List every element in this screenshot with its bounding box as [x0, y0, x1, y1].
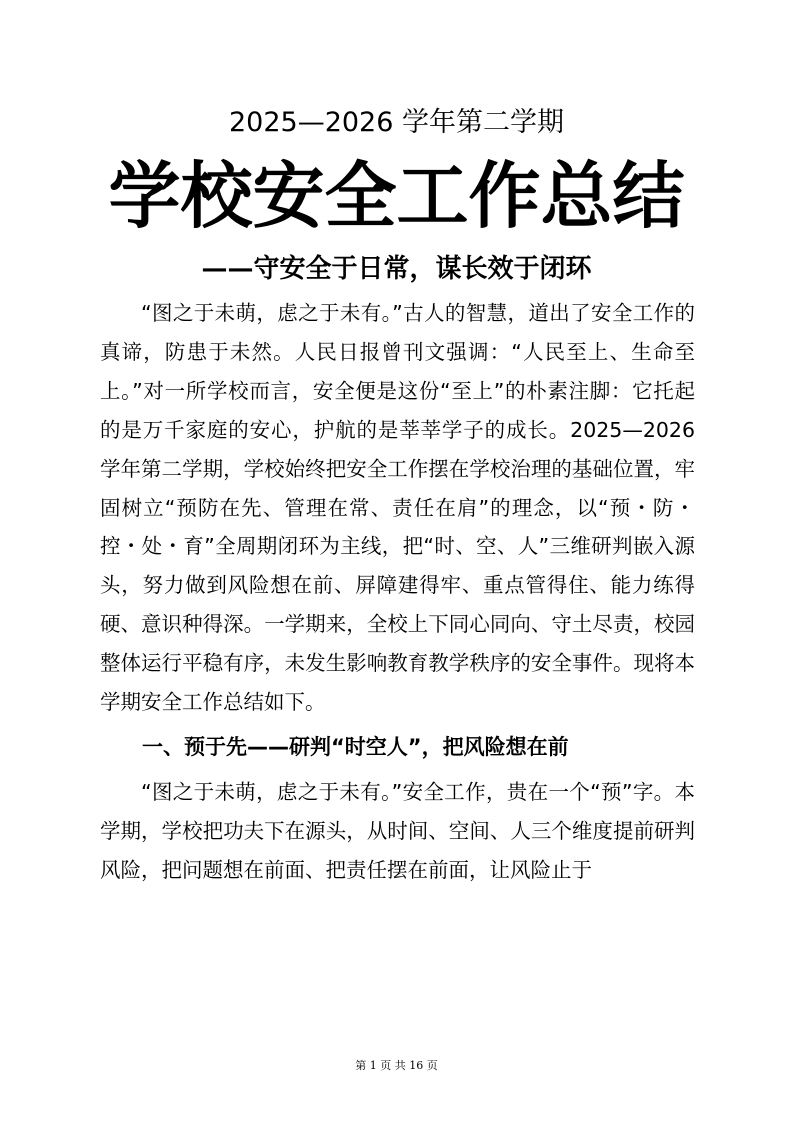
section-paragraph: “图之于未萌，虑之于未有。”安全工作，贵在一个“预”字。本学期，学校把功夫下在源头，从时间、空间、人三个维度提前研判风险，把问题想在前面、把责任摆在前面，让风险止于	[100, 779, 695, 882]
document-slogan: ——守安全于日常，谋长效于闭环	[201, 254, 592, 284]
document-subtitle: 2025—2026 学年第二学期	[228, 107, 564, 138]
document-title: 学校安全工作总结	[108, 153, 685, 238]
section-heading: 一、预于先——研判“时空人”，把风险想在前	[142, 734, 569, 759]
document-body	[100, 294, 695, 890]
page-number: 第 1 页 共 16 页	[355, 1059, 438, 1072]
intro-paragraph: “图之于未萌，虑之于未有。”古人的智慧，道出了安全工作的真谛，防患于未然。人民日报曾刊文强调：“人民至上、生命至上。”对一所学校而言，安全便是这份“至上”的朴素注脚：它托起的是万千家庭的安心，护航的是莘莘学子的成长。2025—2026 学年第二学期，学校始终把安全工作摆在学校治理的基础位置，牢固树立“预防在先、管理在常、责任在肩”的理念，以“预・防・控・处・育”全周期闭环为主线，把“时、空、人”三维研判嵌入源头，努力做到风险想在前、屏障建得牢、重点管得住、能力练得硬、意识种得深。一学期来，全校上下同心同向、守土尽责，校园整体运行平稳有序，未发生影响教育教学秩序的安全事件。现将本学期安全工作总结如下。	[100, 301, 695, 715]
